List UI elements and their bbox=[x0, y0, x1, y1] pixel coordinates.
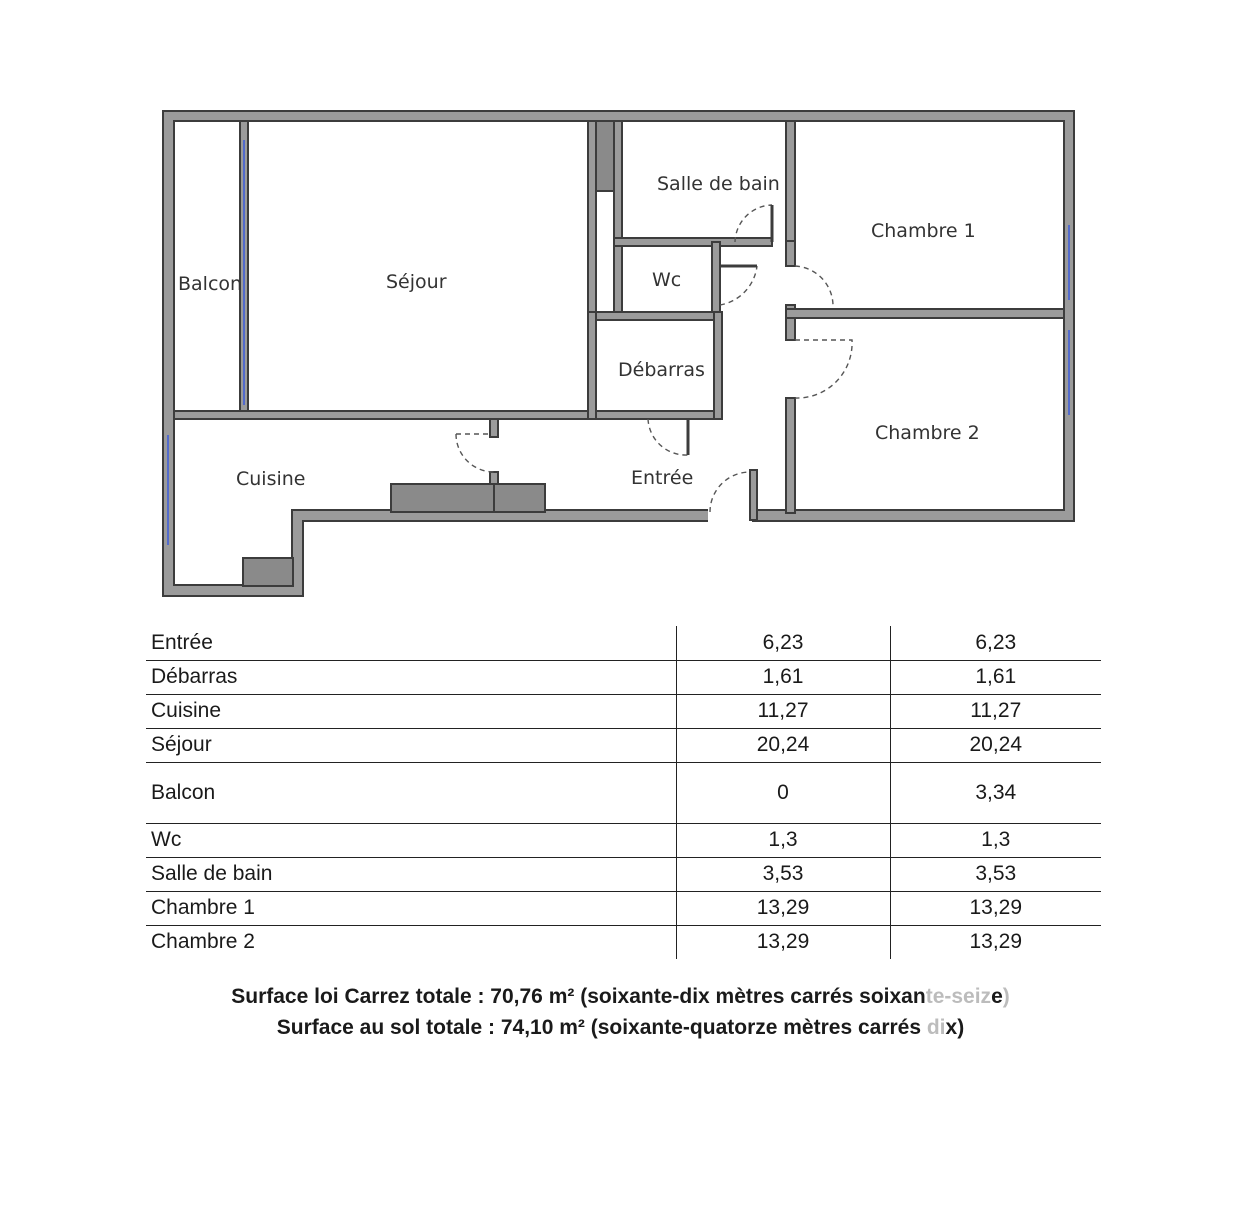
carrez-area: 3,53 bbox=[676, 857, 890, 891]
floor-area: 11,27 bbox=[890, 694, 1101, 728]
room-label: Salle de bain bbox=[657, 173, 780, 195]
wall-debarras-left bbox=[588, 312, 596, 419]
table-row bbox=[146, 626, 1101, 660]
wall-bathroom-left bbox=[614, 121, 622, 317]
wall-sejour-bottom bbox=[174, 411, 594, 419]
room-name: Wc bbox=[151, 828, 182, 851]
front-door-gap bbox=[708, 508, 752, 523]
room-name: Entrée bbox=[151, 630, 213, 654]
room-name: Balcon bbox=[151, 780, 216, 804]
floor-total-text: Surface au sol totale : 74,10 m² (soixante-quatorze mètres carrés bbox=[276, 1016, 927, 1039]
wall-bathroom-bottom bbox=[614, 238, 772, 246]
floor-area: 6,23 bbox=[890, 626, 1101, 660]
table-row bbox=[146, 762, 1101, 823]
radiator-cuisine bbox=[391, 484, 545, 512]
wall-debarras-right bbox=[714, 312, 722, 419]
room-label: Wc bbox=[652, 269, 682, 291]
floor-total-faded: di bbox=[926, 1016, 946, 1039]
room-label: Chambre 1 bbox=[871, 220, 976, 242]
carrez-area: 1,3 bbox=[676, 823, 890, 857]
floor-area: 1,3 bbox=[890, 823, 1101, 857]
floor-area: 3,34 bbox=[890, 762, 1101, 823]
table-row bbox=[146, 857, 1101, 891]
floor-area: 13,29 bbox=[890, 891, 1101, 925]
table-row bbox=[146, 660, 1101, 694]
carrez-area: 13,29 bbox=[676, 925, 890, 959]
room-name: Cuisine bbox=[151, 699, 222, 722]
room-name: Chambre 2 bbox=[151, 930, 255, 954]
floor-area: 13,29 bbox=[890, 925, 1101, 959]
room-label: Chambre 2 bbox=[875, 422, 980, 444]
front-door-jamb bbox=[750, 470, 757, 520]
room-name: Débarras bbox=[151, 665, 238, 688]
carrez-area: 0 bbox=[676, 762, 890, 823]
room-label: Séjour bbox=[386, 271, 447, 293]
table-row bbox=[146, 728, 1101, 762]
wall-chambre2-left bbox=[786, 398, 795, 513]
room-name: Séjour bbox=[151, 733, 212, 756]
room-label: Balcon bbox=[178, 273, 243, 295]
carrez-total-text: Surface loi Carrez totale : 70,76 m² (soixante-dix mètres carrés soixan bbox=[231, 985, 926, 1008]
wall-cuisine-entree bbox=[490, 419, 498, 437]
room-label: Débarras bbox=[618, 359, 705, 381]
carrez-area: 13,29 bbox=[676, 891, 890, 925]
room-label: Entrée bbox=[631, 467, 694, 489]
carrez-total-faded-end: ) bbox=[1002, 985, 1010, 1008]
duct bbox=[596, 121, 614, 191]
wall-wc-right bbox=[712, 242, 720, 312]
room-label: Cuisine bbox=[236, 468, 306, 490]
table-row bbox=[146, 694, 1101, 728]
table-row bbox=[146, 925, 1101, 959]
floor-area: 1,61 bbox=[890, 660, 1101, 694]
table-row bbox=[146, 891, 1101, 925]
carrez-area: 20,24 bbox=[676, 728, 890, 762]
table-row bbox=[146, 823, 1101, 857]
room-name: Chambre 1 bbox=[151, 896, 255, 919]
floor-total bbox=[0, 1016, 1241, 1040]
wall-wc-bottom bbox=[588, 312, 720, 320]
carrez-total-faded: te-seiz bbox=[925, 985, 992, 1008]
carrez-total-text-end: e bbox=[991, 985, 1003, 1008]
wall-debarras-bottom bbox=[594, 411, 719, 419]
carrez-area: 1,61 bbox=[676, 660, 890, 694]
wall-chambre1-left bbox=[786, 241, 795, 266]
carrez-total bbox=[0, 985, 1241, 1009]
wall-sejour-right bbox=[588, 121, 596, 317]
carrez-area: 6,23 bbox=[676, 626, 890, 660]
floor-area: 20,24 bbox=[890, 728, 1101, 762]
wall-chambres-divider bbox=[786, 309, 1064, 318]
floor-total-text-end: x) bbox=[945, 1016, 965, 1039]
floor-area: 3,53 bbox=[890, 857, 1101, 891]
floor-plan bbox=[0, 0, 1241, 600]
wall-bathroom-right bbox=[786, 121, 795, 241]
room-name: Salle de bain bbox=[151, 862, 273, 885]
carrez-area: 11,27 bbox=[676, 694, 890, 728]
area-table bbox=[146, 626, 1101, 959]
radiator-small bbox=[243, 558, 293, 586]
